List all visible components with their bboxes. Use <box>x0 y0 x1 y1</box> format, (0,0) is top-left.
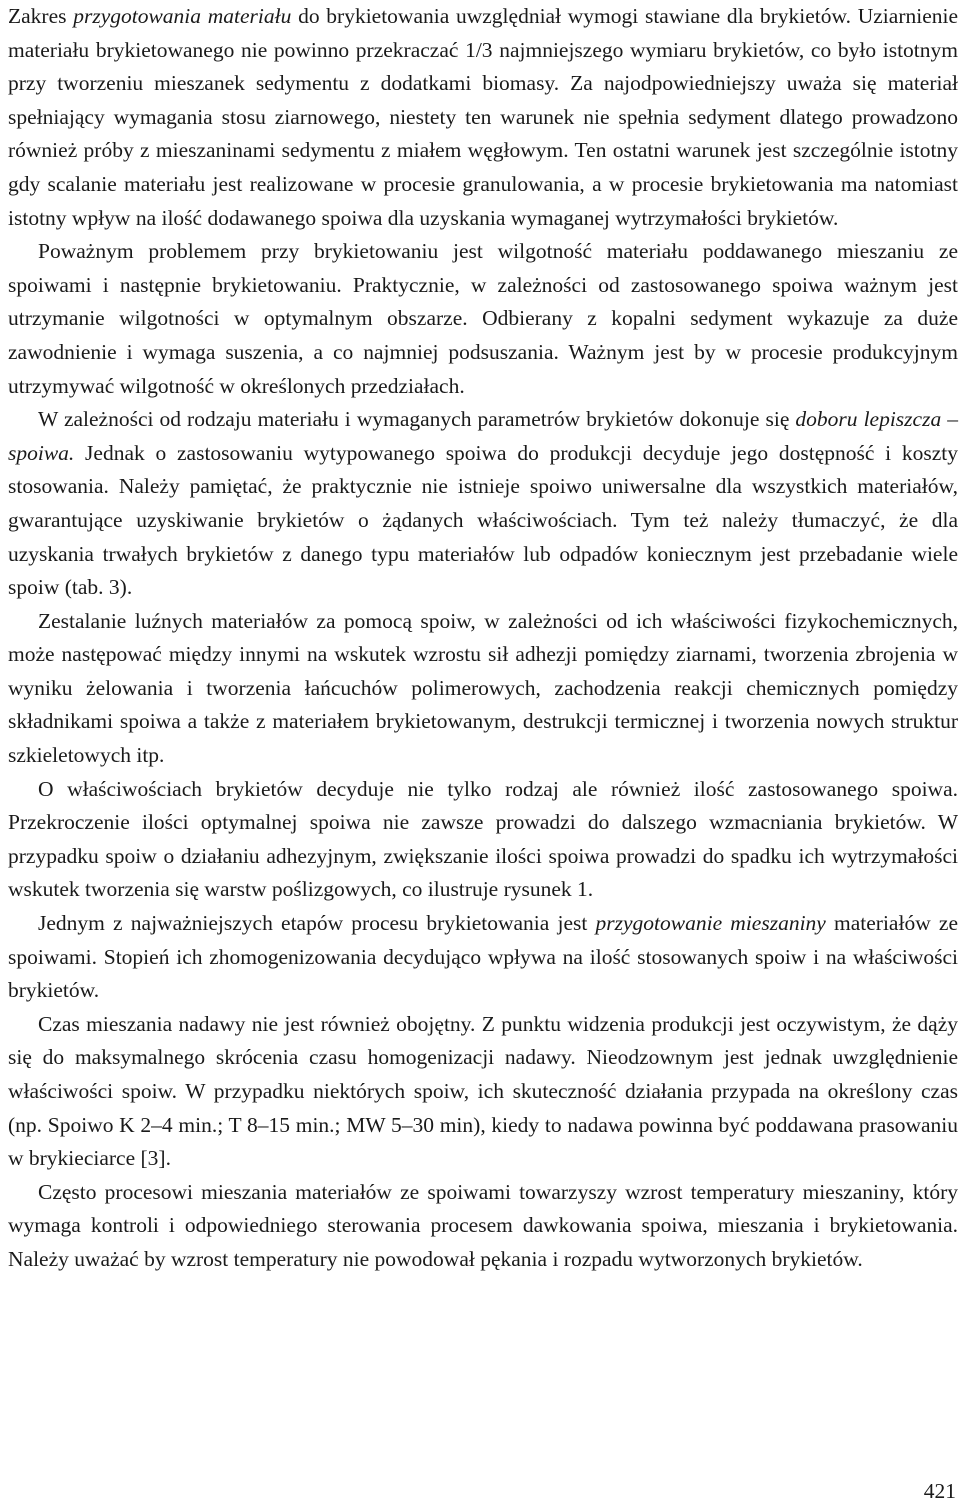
text-segment: W zależności od rodzaju materiału i wymaganych parametrów brykietów dokonuje się <box>38 407 796 432</box>
text-segment: materiałów ze spoiwami. Stopień ich zhomogenizowania decydująco wpływa na ilość stosowanych spoiw i na właściwości brykietów. <box>8 911 958 1003</box>
text-segment: Czas mieszania nadawy nie jest również obojętny. Z punktu widzenia produkcji jest oczywistym, że dąży się do maksymalnego skrócenia czasu homogenizacji nadawy. Nieodzownym jest jednak uwzględnienie właściwości spoiw. W przypadku niektórych spoiw, ich skuteczność działania przypada na określony czas (np. Spoiwo K 2–4 min.; T 8–15 min.; MW 5–30 min), kiedy to nadawa powinna być poddawana prasowaniu w brykieciarce [3]. <box>8 1011 958 1171</box>
text-segment: Zestalanie luźnych materiałów za pomocą spoiw, w zależności od ich właściwości fizykochemicznych, może następować między innymi na wskutek wzrostu sił adhezji pomiędzy ziarnami, tworzenia zbrojenia w wyniku żelowania i tworzenia łańcuchów polimerowych, zachodzenia reakcji chemicznych pomiędzy składnikami spoiwa a także z materiałem brykietowanym, destrukcji termicznej i tworzenia nowych struktur szkieletowych itp. <box>8 608 958 768</box>
text-segment: Poważnym problemem przy brykietowaniu jest wilgotność materiału poddawanego mieszaniu ze spoiwami i następnie brykietowaniu. Praktycznie, w zależności od zastosowanego spoiwa ważnym jest utrzymanie wilgotności w optymalnym obszarze. Odbierany z kopalni sedyment wykazuje za duże zawodnienie i wymaga suszenia, a co najmniej podsuszania. Ważnym jest by w procesie produkcyjnym utrzymywać wilgotność w określonych przedziałach. <box>8 239 958 398</box>
text-segment: Zakres <box>8 4 74 28</box>
italic-text-segment: doboru lepiszcza – spoiwa. <box>8 407 958 465</box>
page-number: 421 <box>923 1479 956 1503</box>
text-segment: O właściwościach brykietów decyduje nie tylko rodzaj ale również ilość zastosowanego spoiwa. Przekroczenie ilości optymalnej spoiwa nie zawsze prowadzi do dalszego wzmacniania brykietów. W przypadku spoiw o działaniu adhezyjnym, zwiększanie ilości spoiwa prowadzi do spadku ich wytrzymałości wskutek tworzenia się warstw poślizgowych, co ilustruje rysunek 1. <box>8 776 958 902</box>
document-body <box>8 0 958 1277</box>
italic-text-segment: przygotowania materiału <box>73 4 292 28</box>
paragraph <box>8 0 958 235</box>
text-segment: Jednym z najważniejszych etapów procesu brykietowania jest <box>38 911 596 936</box>
paragraph <box>8 773 958 907</box>
text-segment: Często procesowi mieszania materiałów ze spoiwami towarzyszy wzrost temperatury mieszaniny, który wymaga kontroli i odpowiedniego sterowania procesem dawkowania spoiwa, mieszania i brykietowania. Należy uważać by wzrost temperatury nie powodował pękania i rozpadu wytworzonych brykietów. <box>8 1179 958 1271</box>
paragraph <box>8 1008 958 1176</box>
paragraph <box>8 1176 958 1277</box>
text-segment: do brykietowania uwzględniał wymogi stawiane dla brykietów. Uziarnienie materiału brykietowanego nie powinno przekraczać 1/3 najmniejszego wymiaru brykietów, co było istotnym przy tworzeniu mieszanek sedymentu z dodatkami biomasy. Za najodpowiedniejszy uważa się materiał spełniający wymagania stosu ziarnowego, niestety ten warunek nie spełnia sedyment dlatego prowadzono również próby z mieszaninami sedymentu z miałem węgłowym. Ten ostatni warunek jest szczególnie istotny gdy scalanie materiału jest realizowane w procesie granulowania, a w procesie brykietowania ma natomiast istotny wpływ na ilość dodawanego spoiwa dla uzyskania wymaganej wytrzymałości brykietów. <box>8 4 959 230</box>
paragraph <box>8 235 958 403</box>
paragraph <box>8 403 958 605</box>
paragraph <box>8 907 958 1008</box>
italic-text-segment: przygotowanie mieszaniny <box>595 911 826 936</box>
paragraph <box>8 605 958 773</box>
text-segment: Jednak o zastosowaniu wytypowanego spoiwa do produkcji decyduje jego dostępność i koszty stosowania. Należy pamiętać, że praktycznie nie istnieje spoiwo uniwersalne dla wszystkich materiałów, gwarantujące uzyskiwanie brykietów o żądanych właściwościach. Tym też należy tłumaczyć, że dla uzyskania trwałych brykietów z danego typu materiałów lub odpadów koniecznym jest przebadanie wiele spoiw (tab. 3). <box>8 440 958 600</box>
